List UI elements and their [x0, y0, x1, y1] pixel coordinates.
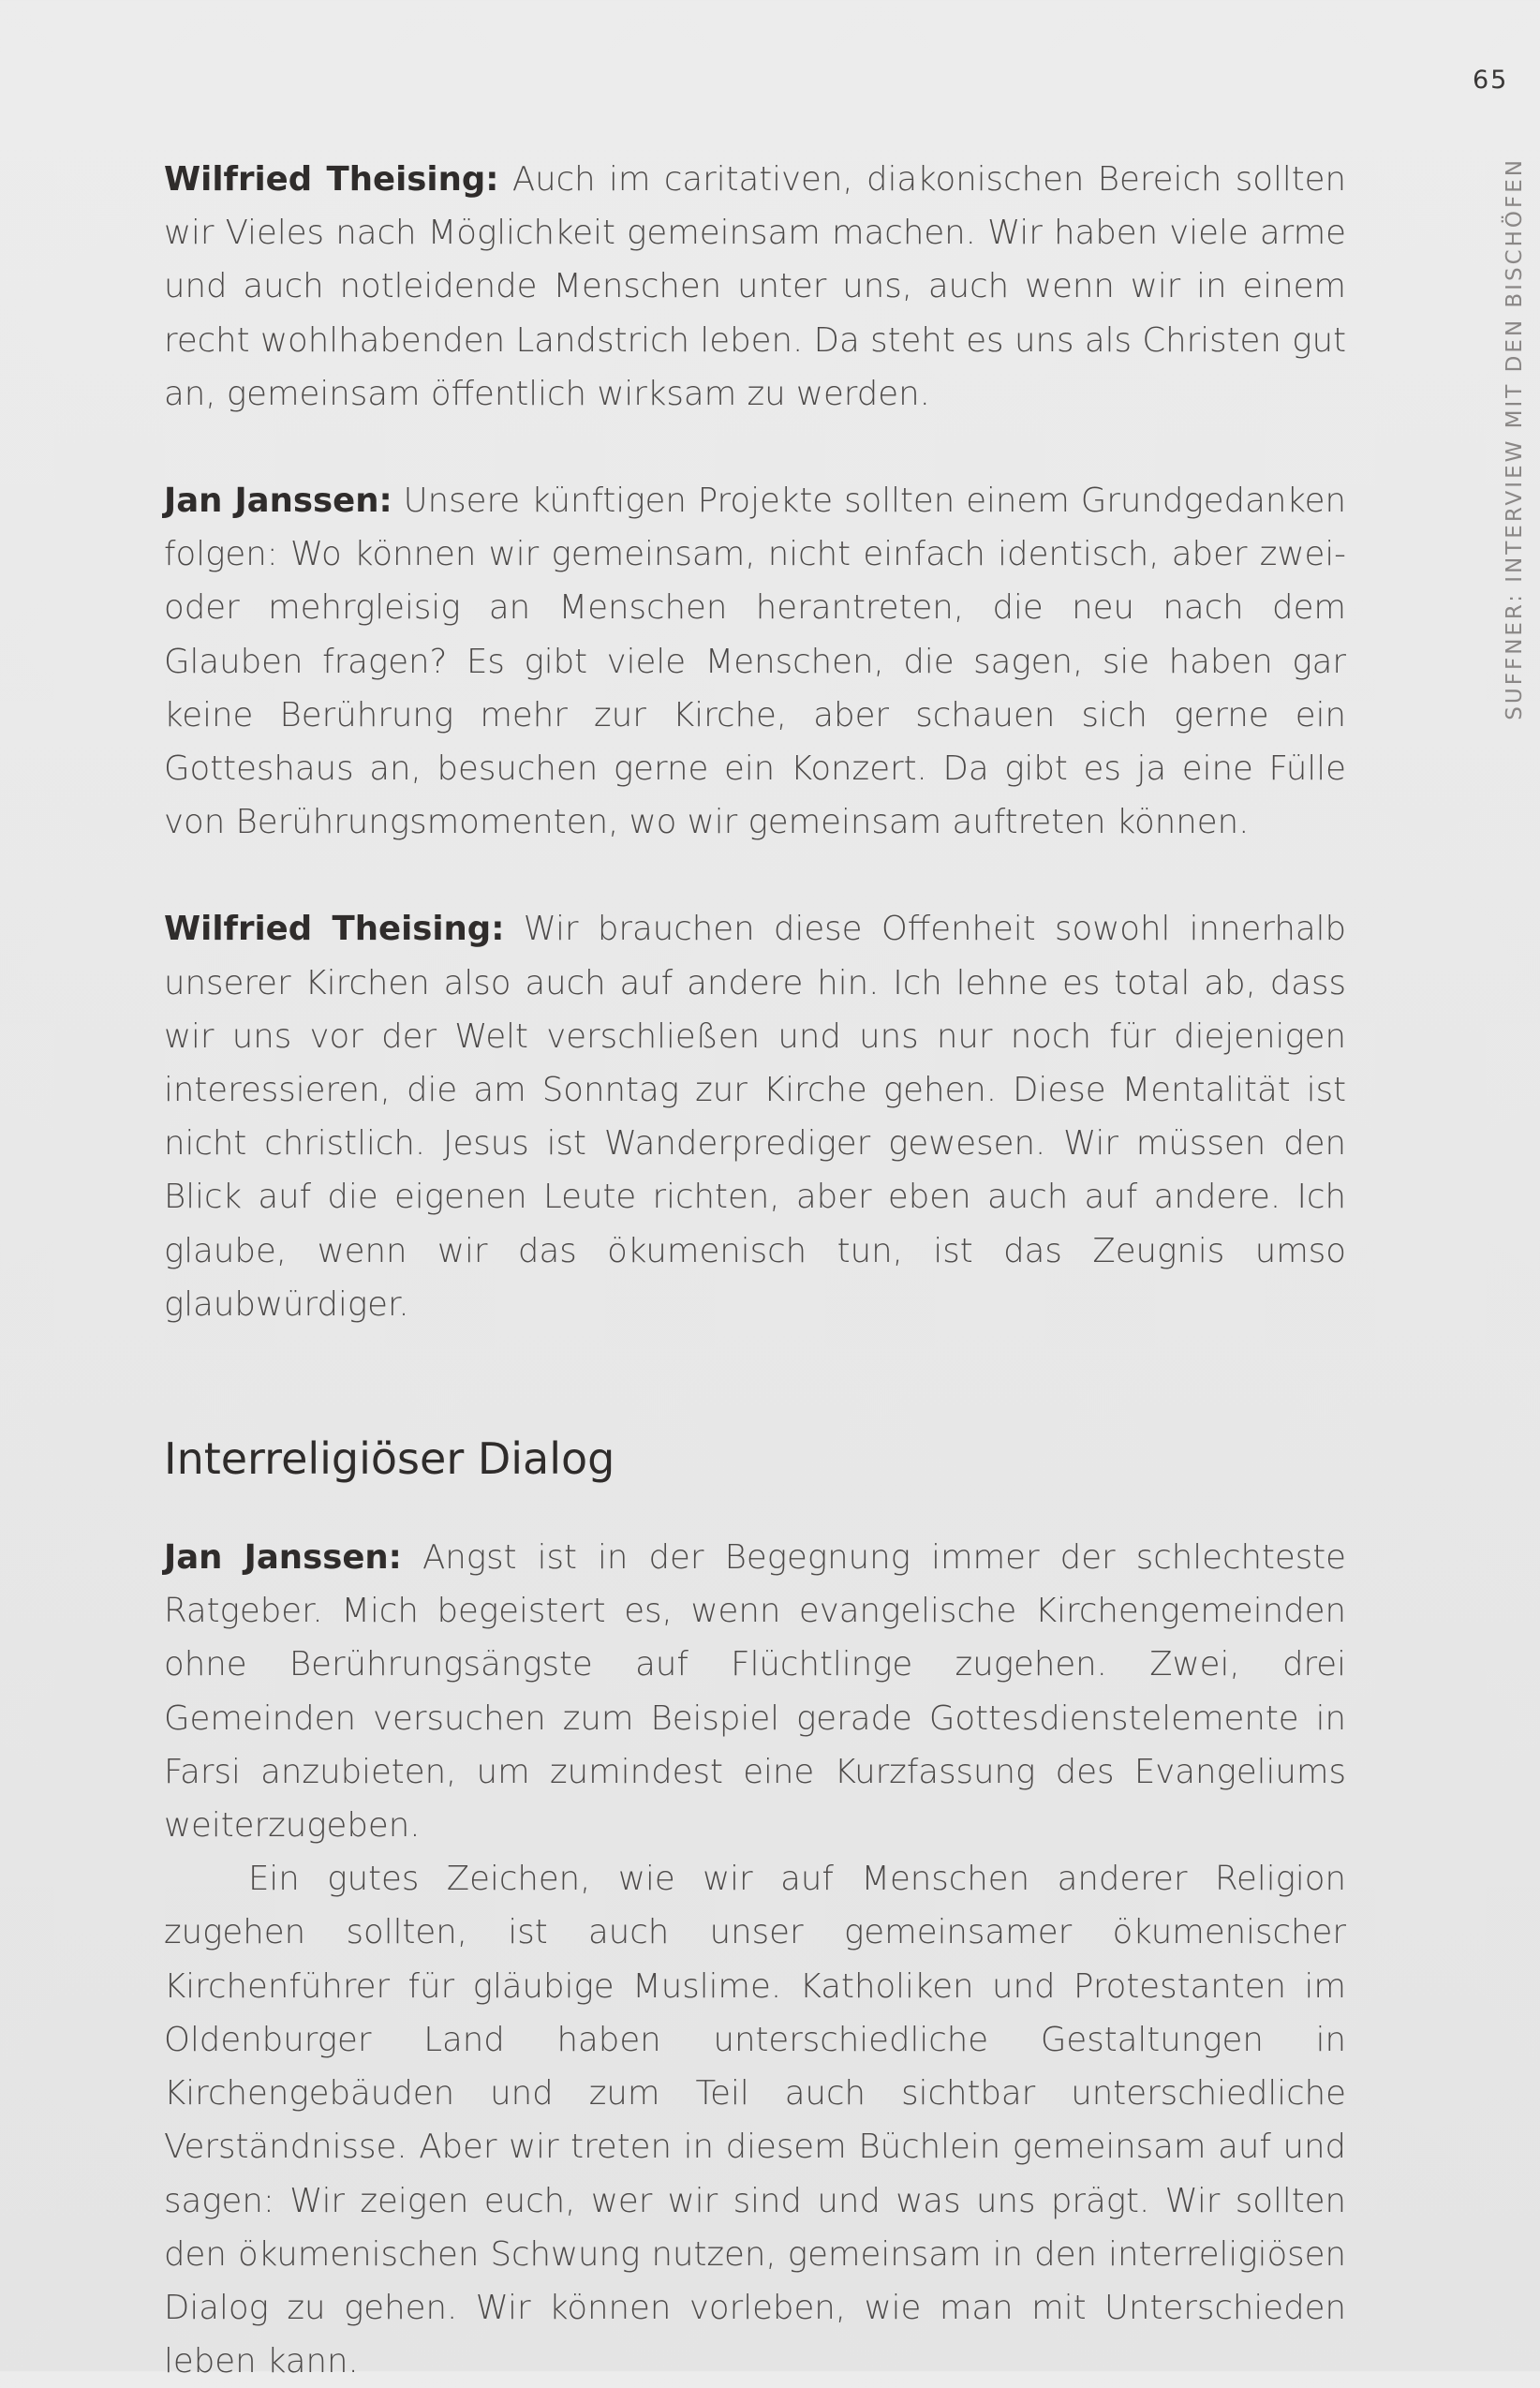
- paragraph-text: Auch im caritativen, diakonischen Bereich sollten wir Vieles nach Möglichkeit gemeinsam machen. Wir haben viele arme und auch notleidende Menschen unter uns, auch wenn wir in einem recht wohlhabenden Landstrich leben. Da steht es uns als Christen gut an, gemeinsam öffentlich wirksam zu werden.: [164, 160, 1346, 413]
- section-heading: Interreligiöser Dialog: [164, 1433, 615, 1485]
- paragraph-theising-1: [164, 153, 1346, 421]
- paragraph-text: Angst ist in der Begegnung immer der schlechteste Ratgeber. Mich begeistert es, wenn evangelische Kirchengemeinden ohne Berührungsängste auf Flüchtlinge zugehen. Zwei, drei Gemeinden versuchen zum Beispiel gerade Gottesdienstelemente in Farsi anzubieten, um zumindest eine Kurzfassung des Evangeliums weiterzugeben.: [164, 1538, 1347, 1846]
- paragraph-text: Unsere künftigen Projekte sollten einem Grundgedanken folgen: Wo können wir gemeinsam, nicht einfach identisch, aber zwei- oder mehrgleisig an Menschen herantreten, die neu nach dem Glauben fragen? Es gibt viele Menschen, die sagen, sie haben gar keine Berührung mehr zur Kirche, aber schauen sich gerne ein Gotteshaus an, besuchen gerne ein Konzert. Da gibt es ja eine Fülle von Berührungsmomenten, wo wir gemeinsam auftreten können.: [164, 482, 1346, 842]
- speaker-label: Jan Janssen:: [164, 1538, 402, 1578]
- paragraph-text: Wir brauchen diese Offenheit sowohl innerhalb unserer Kirchen also auch auf andere hin. Ich lehne es total ab, dass wir uns vor der Welt verschließen und uns nur noch für diejenigen interessieren, die am Sonntag zur Kirche gehen. Diese Mentalität ist nicht christlich. Jesus ist Wanderprediger gewesen. Wir müssen den Blick auf die eigenen Leute richten, aber eben auch auf andere. Ich glaube, wenn wir das ökumenisch tun, ist das Zeugnis umso glaubwürdiger.: [164, 910, 1346, 1324]
- speaker-label: Wilfried Theising:: [164, 160, 499, 199]
- text-column: [164, 153, 1346, 2388]
- paragraph-janssen-3: Ein gutes Zeichen, wie wir auf Menschen anderer Religion zugehen sollten, ist auch unser gemeinsamer ökumenischer Kirchenführer für gläubige Muslime. Katholiken und Protestanten im Oldenburger Land haben unterschiedliche Gestaltungen in Kirchengebäuden und zum Teil auch sichtbar unterschiedliche Verständnisse. Aber wir treten in diesem Büchlein gemeinsam auf und sagen: Wir zeigen euch, wer wir sind und was uns prägt. Wir sollten den ökumenischen Schwung nutzen, gemeinsam in den interreligiösen Dialog zu gehen. Wir können vorleben, wie man mit Unterschieden leben kann.: [164, 1860, 1346, 2381]
- running-head: SUFFNER: INTERVIEW MIT DEN BISCHÖFEN: [1503, 157, 1527, 720]
- paragraph-janssen-1: [164, 474, 1346, 849]
- speaker-label: Wilfried Theising:: [164, 910, 505, 949]
- paragraph-theising-2: [164, 902, 1346, 1331]
- page-number: 65: [1473, 66, 1509, 95]
- paragraph-janssen-2: [164, 1531, 1346, 1852]
- speaker-label: Jan Janssen:: [164, 482, 392, 521]
